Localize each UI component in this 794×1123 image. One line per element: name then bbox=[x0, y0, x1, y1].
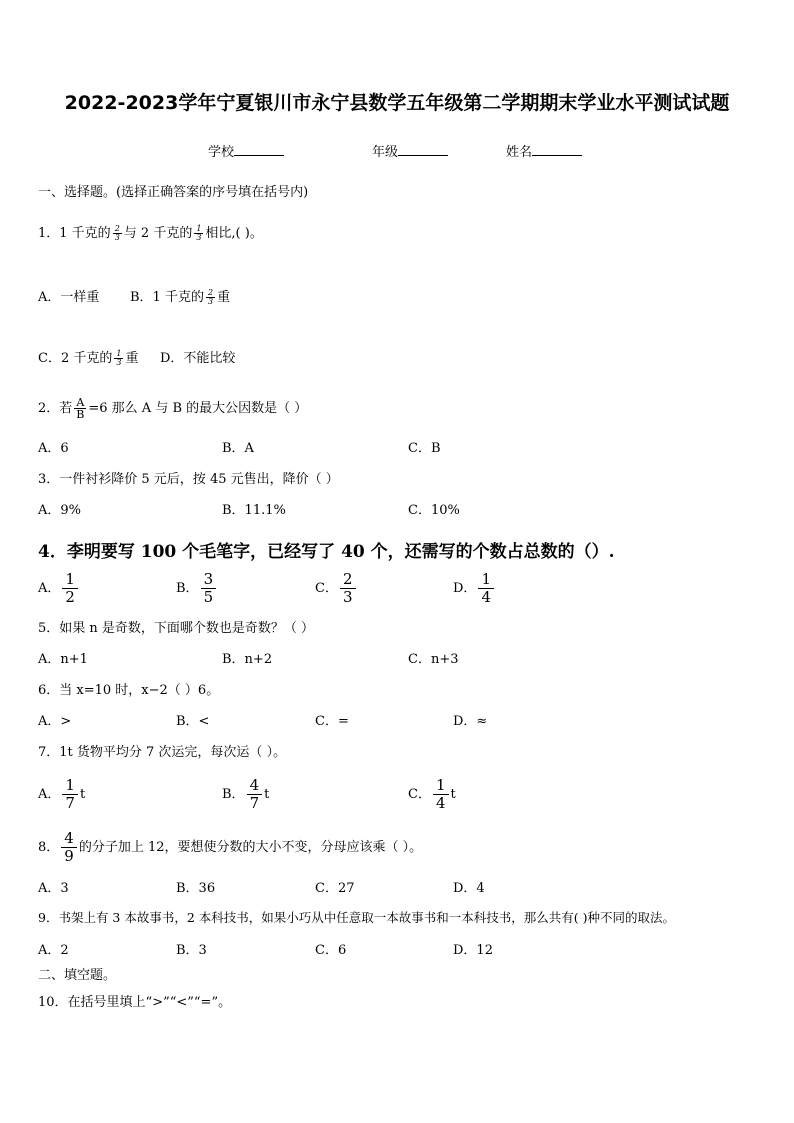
q4-option-b[interactable]: B． $\frac{3}{5}$ bbox=[176, 571, 218, 606]
q1-option-d[interactable]: D．不能比较 bbox=[160, 351, 236, 366]
q7-option-a-fraction: $\frac{1}{7}$ bbox=[62, 777, 78, 812]
question-3: 3．一件衬衫降价 5 元后，按 45 元售出，降价（ ） bbox=[38, 472, 339, 487]
grade-label: 年级 bbox=[372, 145, 399, 160]
q9-option-a[interactable]: A．2 bbox=[38, 943, 69, 958]
q4-option-d-fraction: $\frac{1}{4}$ bbox=[478, 571, 494, 606]
q4-option-d[interactable]: D． $\frac{1}{4}$ bbox=[453, 571, 496, 606]
page-title: 2022-2023学年宁夏银川市永宁县数学五年级第二学期期末学业水平测试试题 bbox=[64, 92, 730, 114]
q3-option-c[interactable]: C．10% bbox=[408, 503, 460, 518]
q3-option-a[interactable]: A．9% bbox=[38, 503, 82, 518]
q7-option-b-fraction: $\frac{4}{7}$ bbox=[247, 777, 263, 812]
q4-option-c[interactable]: C． $\frac{2}{3}$ bbox=[315, 571, 358, 606]
question-6: 6．当 x=10 时，x−2（ ）6。 bbox=[38, 683, 220, 698]
grade-field[interactable] bbox=[372, 141, 448, 160]
q2-option-a[interactable]: A．6 bbox=[38, 441, 69, 456]
grade-blank[interactable] bbox=[398, 143, 448, 156]
q4-option-c-fraction: $\frac{2}{3}$ bbox=[340, 571, 356, 606]
q8-fraction: $\frac{4}{9}$ bbox=[61, 830, 77, 865]
school-field[interactable] bbox=[208, 141, 284, 160]
q1-option-c[interactable]: C．2 千克的 $\frac{1}{3}$ 重 bbox=[38, 349, 139, 367]
q9-option-d[interactable]: D．12 bbox=[453, 943, 493, 958]
question-1 bbox=[38, 222, 263, 242]
q8-option-c[interactable]: C．27 bbox=[315, 881, 355, 896]
question-2: 2．若 $\frac{A}{B}$ =6 那么 A 与 B 的最大公因数是（ ） bbox=[38, 396, 308, 421]
q1-option-c-fraction: $\frac{1}{3}$ bbox=[116, 349, 122, 367]
question-4: 4．李明要写 100 个毛笔字，已经写了 40 个，还需写的个数占总数的（）. bbox=[38, 542, 615, 562]
q1-option-a[interactable]: A．一样重 bbox=[38, 290, 100, 305]
q5-option-a[interactable]: A．n+1 bbox=[38, 652, 88, 667]
name-field[interactable] bbox=[506, 141, 582, 160]
q6-option-c[interactable]: C．= bbox=[315, 714, 349, 729]
q2-fraction: $\frac{A}{B}$ bbox=[76, 396, 85, 421]
question-7: 7．1t 货物平均分 7 次运完，每次运（ ）。 bbox=[38, 745, 287, 760]
question-9: 9．书架上有 3 本故事书，2 本科技书，如果小巧从中任意取一本故事书和一本科技书，那么共有( )种不同的取法。 bbox=[38, 910, 676, 925]
q6-option-b[interactable]: B．< bbox=[176, 714, 210, 729]
q4-option-a-fraction: $\frac{1}{2}$ bbox=[62, 571, 78, 606]
q2-option-b[interactable]: B．A bbox=[222, 441, 254, 456]
question-5: 5．如果 n 是奇数，下面哪个数也是奇数？（ ） bbox=[38, 621, 315, 636]
q1-text-part2: 与 2 千克的 bbox=[123, 226, 193, 241]
q6-option-d[interactable]: D．≈ bbox=[453, 714, 488, 729]
q2-option-c[interactable]: C．B bbox=[408, 441, 441, 456]
school-label: 学校 bbox=[208, 145, 235, 160]
question-8: 8． $\frac{4}{9}$ 的分子加上 12，要想使分数的大小不变，分母应该乘（ ）。 bbox=[38, 829, 423, 865]
q5-option-c[interactable]: C．n+3 bbox=[408, 652, 459, 667]
question-10: 10．在括号里填上“>”“<”“=”。 bbox=[38, 995, 232, 1010]
q9-option-c[interactable]: C．6 bbox=[315, 943, 347, 958]
school-blank[interactable] bbox=[234, 143, 284, 156]
q1-option-b-fraction: $\frac{2}{3}$ bbox=[207, 288, 214, 306]
q1-fraction-1: $\frac{2}{3}$ bbox=[114, 224, 120, 242]
q7-option-a[interactable]: A． $\frac{1}{7}$ t bbox=[38, 776, 86, 812]
name-blank[interactable] bbox=[532, 143, 582, 156]
name-label: 姓名 bbox=[506, 145, 533, 160]
section-one-heading: 一、选择题。(选择正确答案的序号填在括号内) bbox=[38, 185, 309, 200]
q1-text-part1: 1．1 千克的 bbox=[38, 226, 111, 241]
q1-fraction-2: $\frac{1}{3}$ bbox=[196, 224, 202, 242]
q8-option-d[interactable]: D．4 bbox=[453, 881, 485, 896]
q1-text-part3: 相比,( )。 bbox=[205, 226, 263, 241]
section-two-heading: 二、填空题。 bbox=[38, 968, 117, 983]
q8-option-a[interactable]: A．3 bbox=[38, 881, 69, 896]
q7-option-c[interactable]: C． $\frac{1}{4}$ t bbox=[408, 776, 456, 812]
q3-option-b[interactable]: B．11.1% bbox=[222, 503, 286, 518]
q4-option-a[interactable]: A． $\frac{1}{2}$ bbox=[38, 571, 80, 606]
q7-option-b[interactable]: B． $\frac{4}{7}$ t bbox=[222, 776, 270, 812]
q8-option-b[interactable]: B．36 bbox=[176, 881, 216, 896]
q4-option-b-fraction: $\frac{3}{5}$ bbox=[201, 571, 217, 606]
q7-option-c-fraction: $\frac{1}{4}$ bbox=[433, 777, 449, 812]
q5-option-b[interactable]: B．n+2 bbox=[222, 652, 273, 667]
q1-option-b[interactable]: B．1 千克的 $\frac{2}{3}$ 重 bbox=[130, 288, 231, 306]
q6-option-a[interactable]: A．> bbox=[38, 714, 72, 729]
q9-option-b[interactable]: B．3 bbox=[176, 943, 207, 958]
